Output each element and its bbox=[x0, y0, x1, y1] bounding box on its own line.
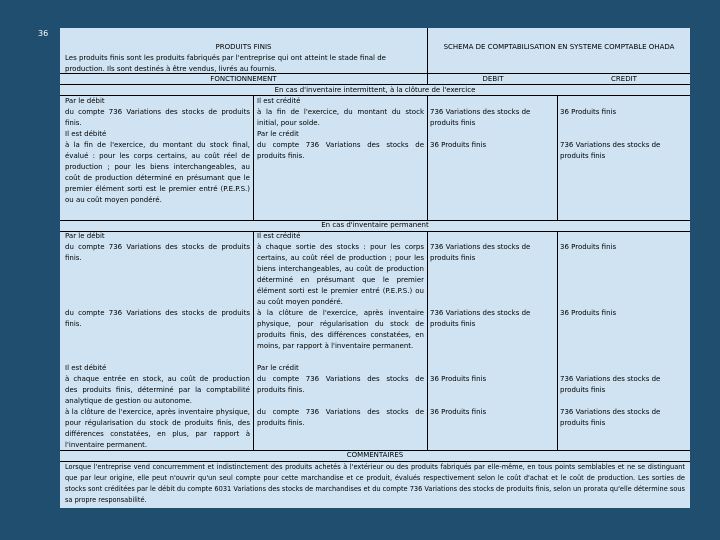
permanent-left-label: Par le débit bbox=[65, 232, 105, 240]
document-title: PRODUITS FINIS bbox=[215, 43, 272, 51]
intermittent-left-label-1: Par le débit bbox=[65, 97, 105, 105]
intermittent-mid-text-1: à la fin de l'exercice, du montant du stock initial, pour solde. bbox=[257, 108, 424, 127]
intermittent-left-text-1: du compte 736 Variations des stocks de produits finis. bbox=[65, 108, 250, 127]
permanent-row3-credit: 736 Variations des stocks de produits finis bbox=[560, 375, 661, 394]
permanent-row4-debit: 36 Produits finis bbox=[430, 408, 487, 416]
permanent-row2-left: du compte 736 Variations des stocks de produits finis. bbox=[65, 309, 250, 328]
intermittent-credit-1: 36 Produits finis bbox=[560, 108, 617, 116]
commentaires-text: Lorsque l'entreprise vend concurremment et indistinctement des produits achetés à l'extérieur ou des produits fabriqués par elle-même, en tous points semblables et ne se distinguant que par leur origine, elle peut n'ouvrir qu'un seul compte pour cette marchandise et ce produit, évalués respectivement selon le coût d'achat et le coût de production. Les sorties de stocks sont créditées par le débit du compte 6031 Variations des stocks de marchandises et du compte 736 Variations des stocks de produits finis, selon un prorata qu'elle détermine sous sa propre responsabilité. bbox=[65, 463, 685, 504]
permanent-row1-debit: 736 Variations des stocks de produits finis bbox=[430, 243, 531, 262]
credit-header: CREDIT bbox=[611, 75, 637, 83]
fonctionnement-header: FONCTIONNEMENT bbox=[210, 75, 277, 83]
permanent-heading: En cas d'inventaire permanent bbox=[321, 221, 429, 229]
intermittent-left-text-2: à la fin de l'exercice, du montant du stock final, évalué : pour les corps certains, au coût réel de production ; pour les biens interchangeables, au coût de production déterminé en présumant que le premier élément sorti est le premier entré (P.E.P.S.) ou au coût moyen pondéré. bbox=[65, 141, 250, 204]
permanent-row2-credit: 36 Produits finis bbox=[560, 309, 617, 317]
permanent-row1-credit: 36 Produits finis bbox=[560, 243, 617, 251]
intermittent-debit-2: 36 Produits finis bbox=[430, 141, 487, 149]
permanent-row1-mid: à chaque sortie des stocks : pour les corps certains, au coût réel de production ; pour les biens interchangeables, au coût de production déterminé en présumant que le premier élément sorti est le premier entré (P.E.P.S.) ou au coût moyen pondéré. bbox=[257, 243, 424, 306]
permanent-row4-mid: du compte 736 Variations des stocks de produits finis. bbox=[257, 408, 424, 427]
permanent-row3-left: à chaque entrée en stock, au coût de production des produits finis, déterminé par la comptabilité analytique de gestion ou autonome. bbox=[65, 375, 250, 405]
intermittent-credit-2: 736 Variations des stocks de produits finis bbox=[560, 141, 661, 160]
permanent-row3-mid-label: Par le crédit bbox=[257, 364, 299, 372]
permanent-mid-label: Il est crédité bbox=[257, 232, 301, 240]
intermittent-heading: En cas d'inventaire intermittent, à la clôture de l'exercice bbox=[274, 86, 476, 94]
debit-header: DEBIT bbox=[482, 75, 504, 83]
permanent-row2-mid: à la clôture de l'exercice, après inventaire physique, pour régularisation du stock de produits finis, des différences constatées, en moins, par rapport à l'inventaire permanent. bbox=[257, 309, 424, 350]
intermittent-left-label-2: Il est débité bbox=[65, 130, 107, 138]
intermittent-mid-label-2: Par le crédit bbox=[257, 130, 299, 138]
permanent-row3-debit: 36 Produits finis bbox=[430, 375, 487, 383]
permanent-row4-credit: 736 Variations des stocks de produits finis bbox=[560, 408, 661, 427]
permanent-row4-left: à la clôture de l'exercice, après inventaire physique, pour régularisation du stock de produits finis, des différences constatées, en plus, par rapport à l'inventaire permanent. bbox=[65, 408, 250, 449]
page-number: 36 bbox=[38, 29, 49, 38]
permanent-row3-left-label: Il est débité bbox=[65, 364, 107, 372]
document-frame bbox=[60, 28, 690, 508]
commentaires-heading: COMMENTAIRES bbox=[346, 451, 404, 459]
intermittent-debit-1: 736 Variations des stocks de produits finis bbox=[430, 108, 531, 127]
permanent-row2-debit: 736 Variations des stocks de produits finis bbox=[430, 309, 531, 328]
permanent-row1-left: du compte 736 Variations des stocks de produits finis. bbox=[65, 243, 250, 262]
intermittent-mid-label-1: Il est crédité bbox=[257, 97, 301, 105]
intermittent-mid-text-2: du compte 736 Variations des stocks de produits finis. bbox=[257, 141, 424, 160]
permanent-row3-mid: du compte 736 Variations des stocks de produits finis. bbox=[257, 375, 424, 394]
definition-text: Les produits finis sont les produits fabriqués par l'entreprise qui ont atteint le stade final de production. Ils sont destinés à être vendus, livrés au fournis. bbox=[65, 54, 386, 73]
scheme-title: SCHEMA DE COMPTABILISATION EN SYSTEME COMPTABLE OHADA bbox=[443, 43, 675, 51]
